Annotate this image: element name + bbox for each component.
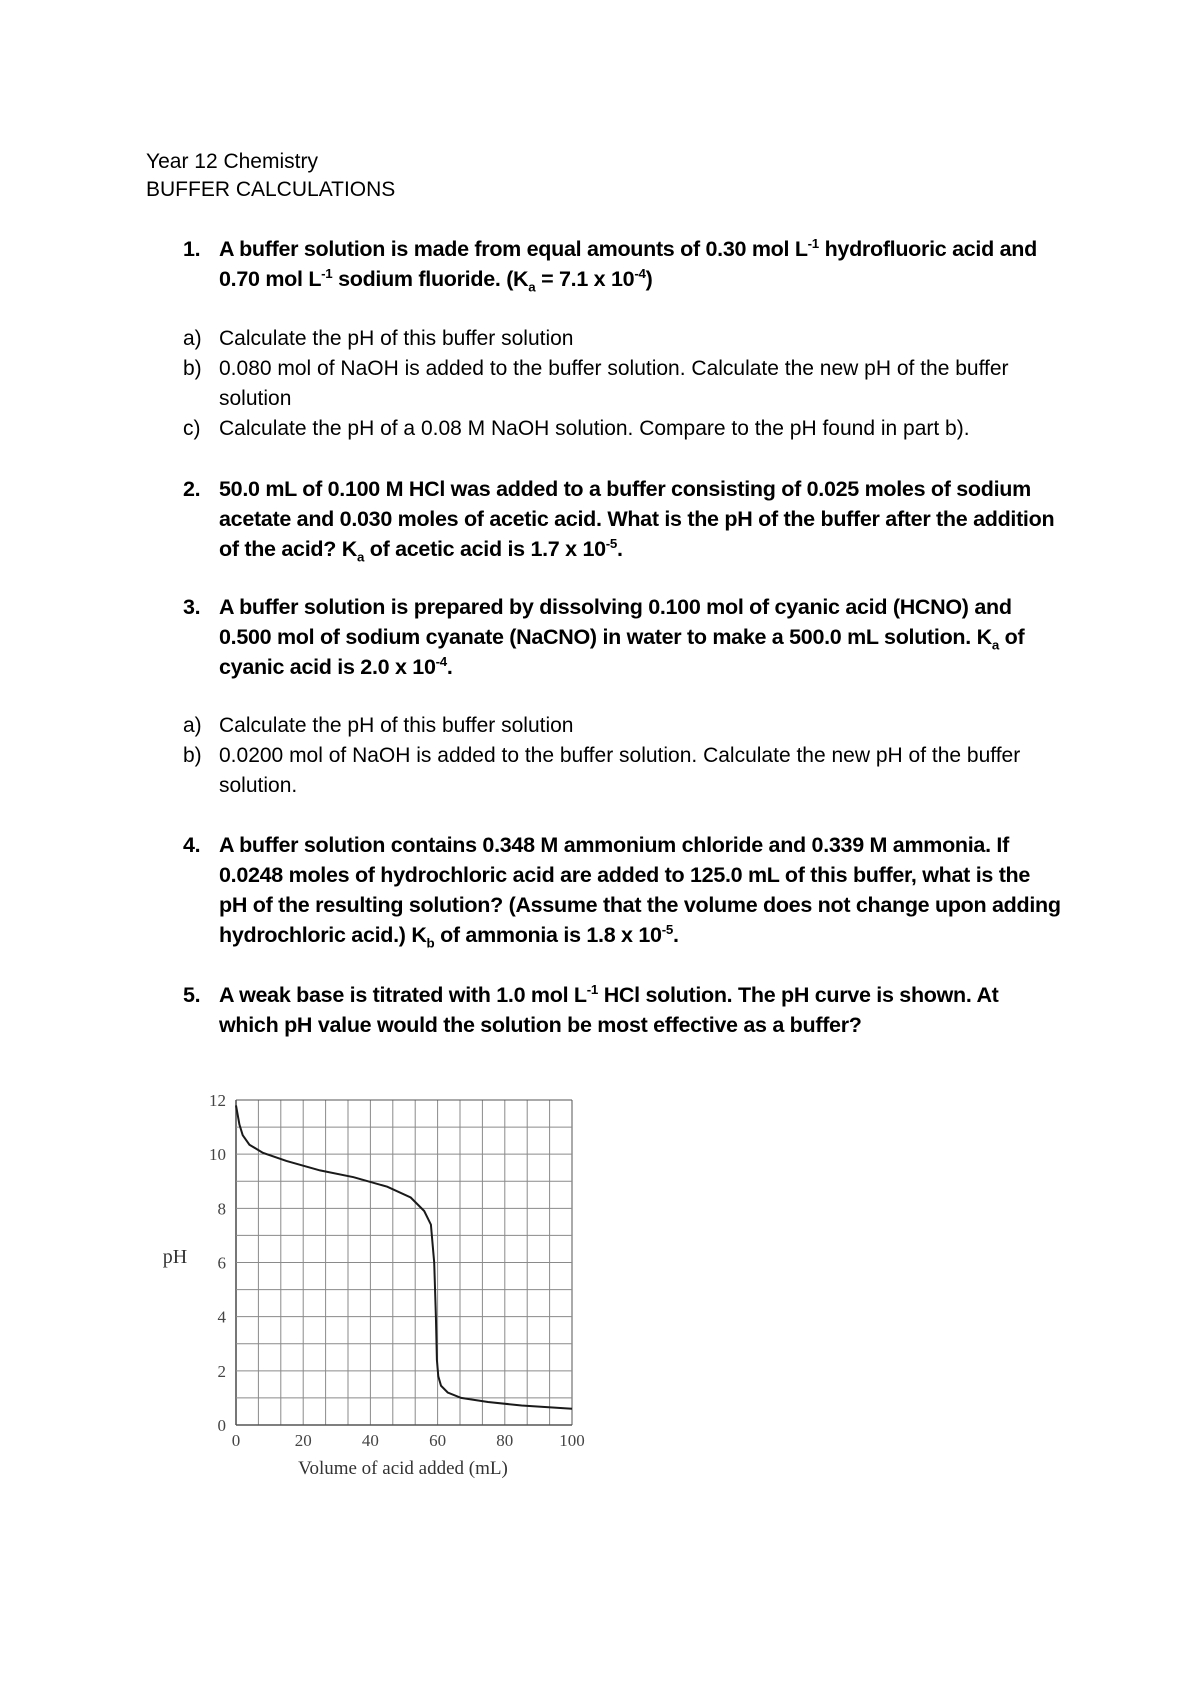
subpart-text: 0.080 mol of NaOH is added to the buffer solution. Calculate the new pH of the buffer solution: [219, 357, 1009, 410]
y-tick-label: 6: [217, 1253, 226, 1273]
subpart-text: Calculate the pH of this buffer solution: [219, 327, 574, 350]
x-tick-label: 0: [231, 1431, 241, 1450]
y-tick-label: 8: [217, 1199, 226, 1219]
question-text: A buffer solution contains 0.348 M ammonium chloride and 0.339 M ammonia. If 0.0248 moles of hydrochloric acid are added to 125.0 mL of this buffer, what is the pH of the resulting solution? (Assume that the volume does not change upon adding hydrochloric acid.) $K_b$ of ammonia is 1.8 x $10^{-5}$.: [219, 833, 1061, 951]
subpart-letter: a): [183, 714, 202, 737]
x-tick-label: 100: [559, 1431, 585, 1450]
subpart-letter: a): [183, 327, 202, 350]
subpart-letter: b): [183, 744, 202, 767]
x-tick-label: 80: [496, 1431, 514, 1450]
x-tick-label: 40: [361, 1431, 379, 1450]
question-text: A buffer solution is made from equal amounts of 0.30 mol $L^{-1}$ hydrofluoric acid and 0.70 mol $L^{-1}$ sodium fluoride. ($K_a = 7.1$ x $10^{-4}$): [219, 235, 1037, 295]
ph-curve-line: [236, 1105, 572, 1408]
y-tick-label: 2: [217, 1361, 226, 1381]
y-axis-label: pH: [162, 1246, 188, 1268]
question-text: A buffer solution is prepared by dissolving 0.100 mol of cyanic acid (HCNO) and 0.500 mol of sodium cyanate (NaCNO) in water to make a 500.0 mL solution. $K_a$ of cyanic acid is 2.0 x $10^{-4}$.: [219, 595, 1025, 679]
question-number: 1.: [183, 237, 201, 261]
subpart-text: Calculate the pH of a 0.08 M NaOH solution. Compare to the pH found in part b).: [219, 417, 970, 440]
question-text: A weak base is titrated with 1.0 mol $L^{-1}$ HCl solution. The pH curve is shown. At which pH value would the solution be most effective as a buffer?: [219, 981, 999, 1037]
y-tick-label: 12: [209, 1091, 226, 1110]
x-axis-label: Volume of acid added (mL): [298, 1458, 508, 1479]
subpart-letter: c): [183, 417, 201, 440]
y-tick-label: 0: [217, 1416, 226, 1435]
question-number: 5.: [183, 983, 201, 1007]
subpart-letter: b): [183, 357, 202, 380]
x-tick-label: 60: [429, 1431, 447, 1450]
y-tick-label: 10: [209, 1145, 226, 1165]
course-title: Year 12 Chemistry: [146, 150, 318, 173]
question-number: 3.: [183, 595, 201, 619]
subpart-text: 0.0200 mol of NaOH is added to the buffer solution. Calculate the new pH of the buffer solution.: [219, 744, 1021, 797]
question-number: 4.: [183, 833, 201, 857]
question-text: 50.0 mL of 0.100 M HCl was added to a buffer consisting of 0.025 moles of sodium acetate and 0.030 moles of acetic acid. What is the pH of the buffer after the addition of the acid? $K_a$ of acetic acid is 1.7 x $10^{-5}$.: [219, 477, 1055, 565]
subpart-text: Calculate the pH of this buffer solution: [219, 714, 574, 737]
y-tick-label: 4: [217, 1307, 226, 1327]
worksheet-title: BUFFER CALCULATIONS: [146, 178, 396, 201]
question-number: 2.: [183, 477, 201, 501]
x-tick-label: 20: [294, 1431, 312, 1450]
